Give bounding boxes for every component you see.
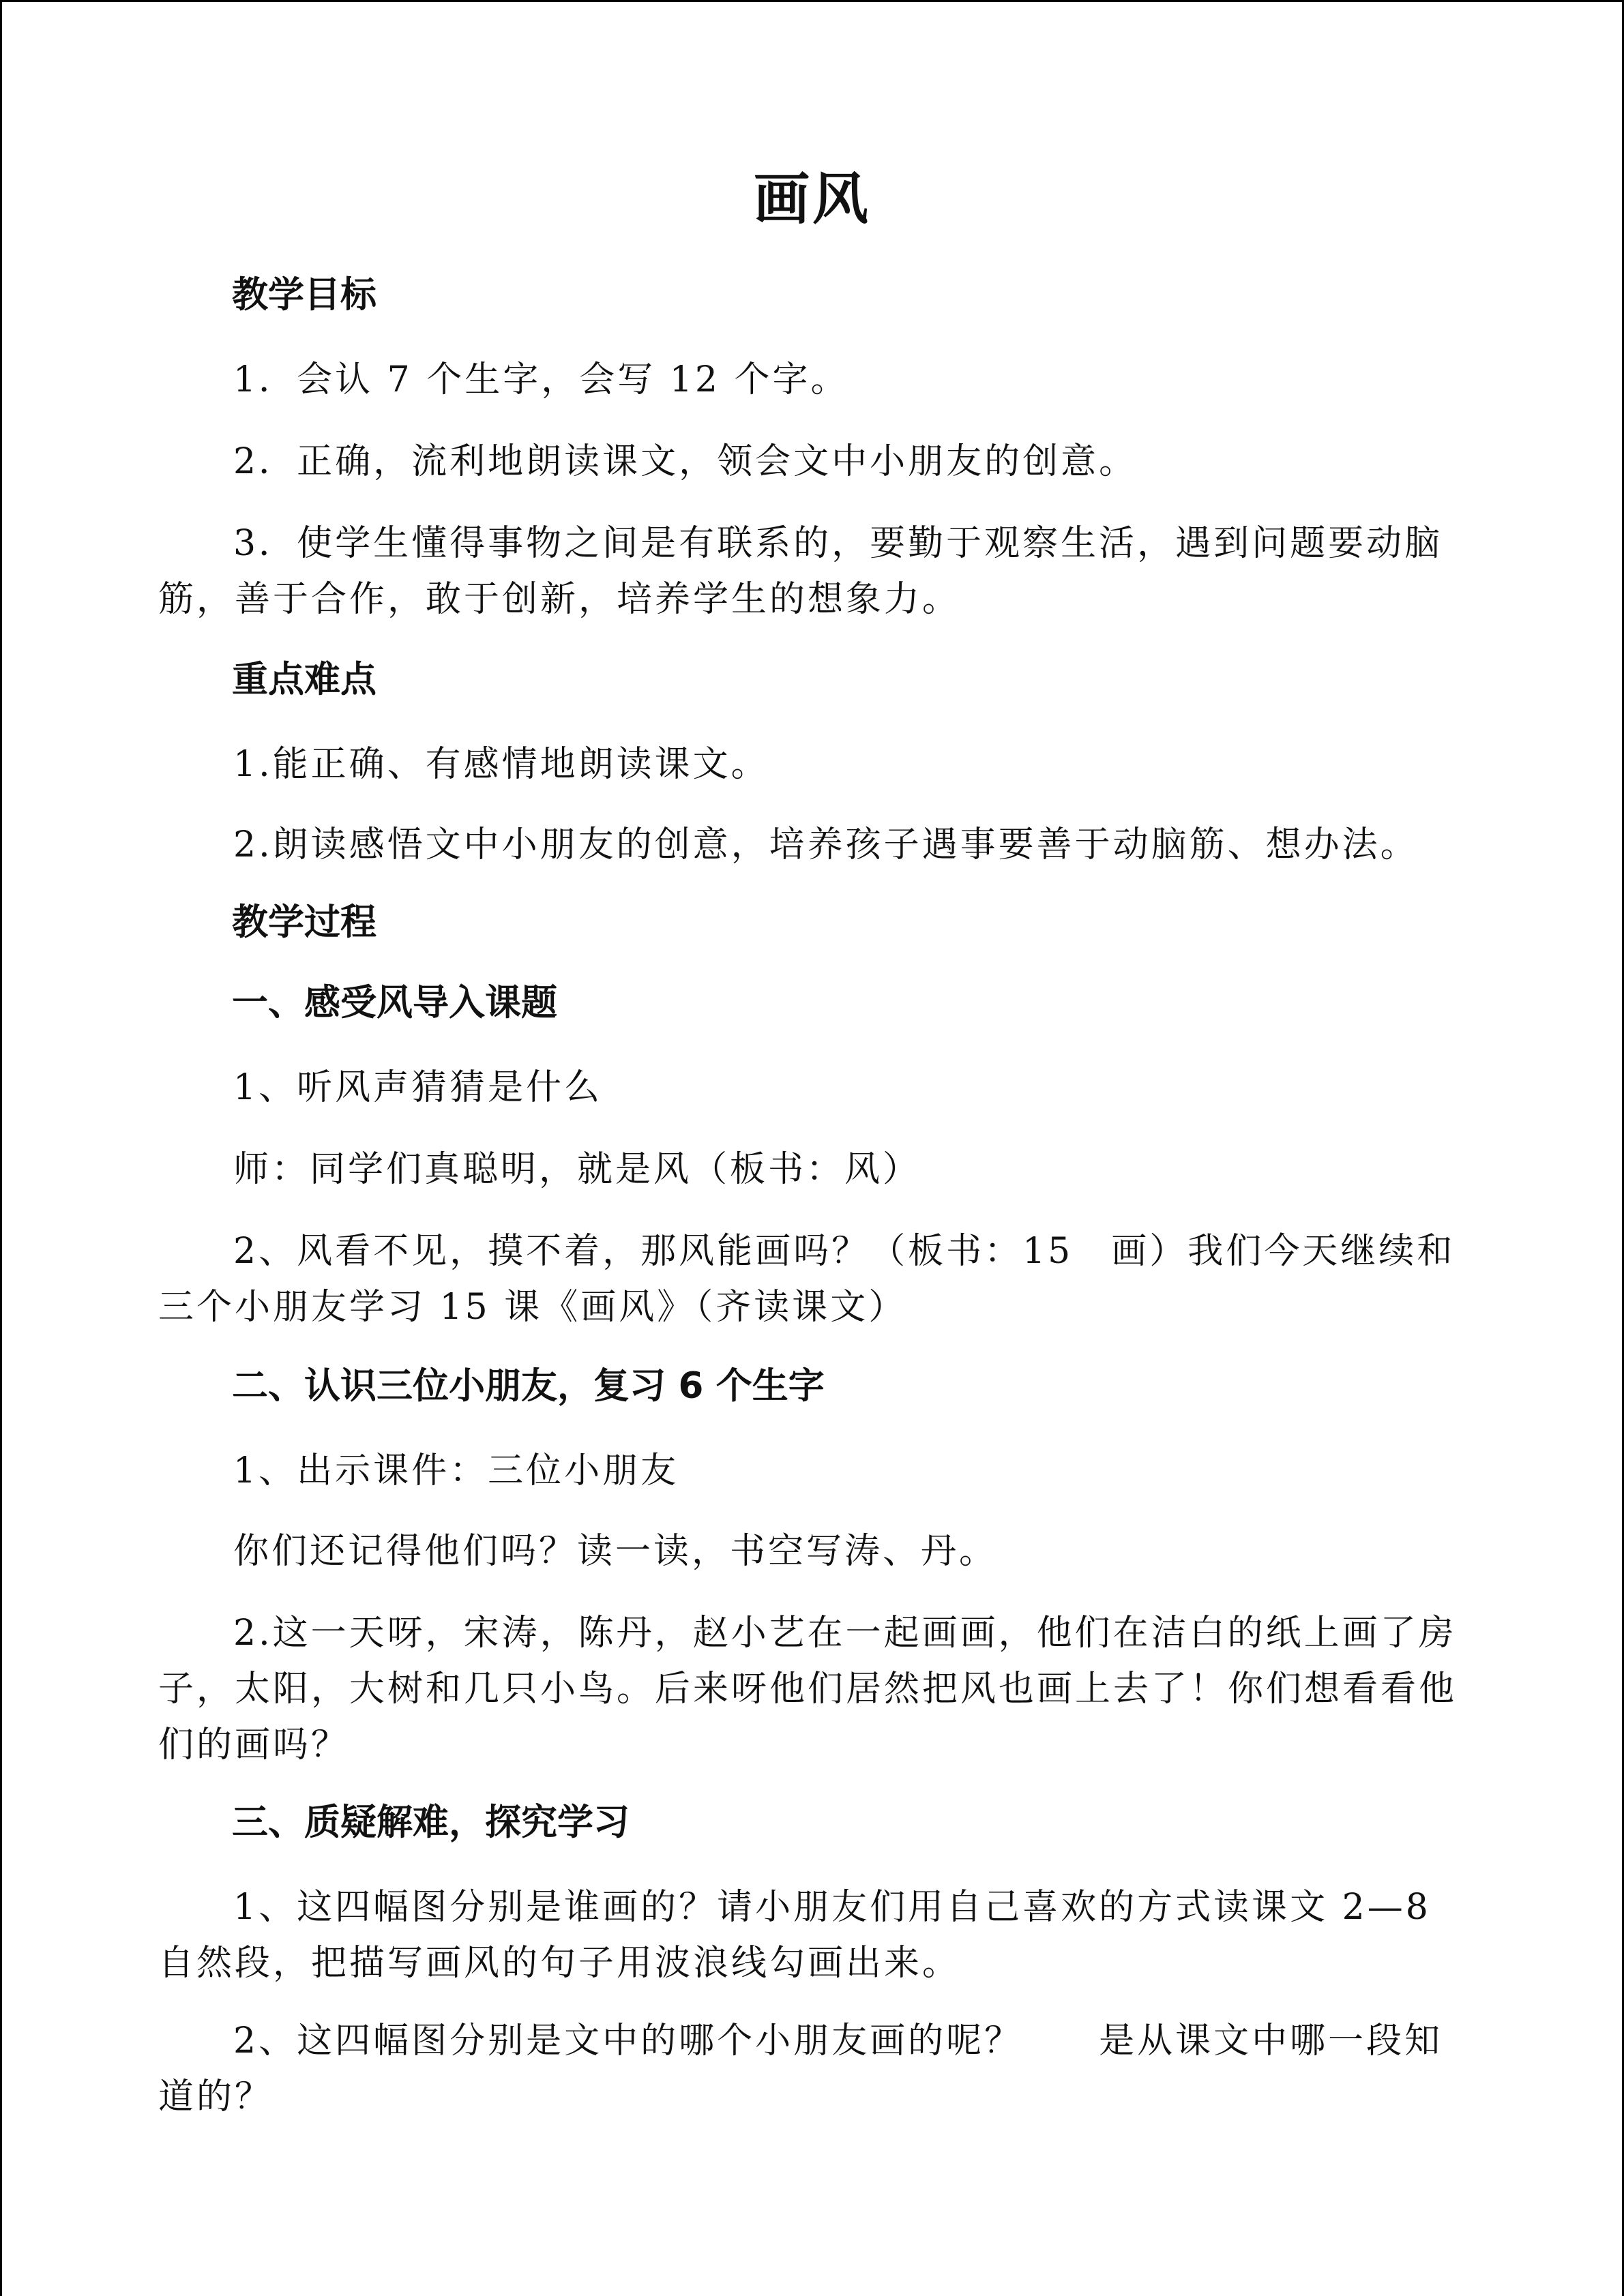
part3-item-2: 2、这四幅图分别是文中的哪个小朋友画的呢？ 是从课文中哪一段知道的？: [158, 2021, 1443, 2117]
part1-item-3: 2、风看不见，摸不着，那风能画吗？（板书：15 画）我们今天继续和三个小朋友学习 15 课《画风》（齐读课文）: [158, 1231, 1456, 1328]
goal-item-2: 2．正确，流利地朗读课文，领会文中小朋友的创意。: [233, 441, 1138, 482]
part2-item-1: 1、出示课件：三位小朋友: [233, 1450, 679, 1491]
heading-part1: 一、感受风导入课题: [232, 982, 557, 1024]
goal-item-3: 3．使学生懂得事物之间是有联系的，要勤于观察生活，遇到问题要动脑筋，善于合作，敢于创新，培养学生的想象力。: [158, 523, 1443, 620]
page-title: 画风: [753, 167, 871, 232]
heading-part2: 二、认识三位小朋友，复习 6 个生字: [232, 1365, 825, 1407]
part1-item-1: 1、听风声猜猜是什么: [233, 1067, 603, 1108]
heading-key-points: 重点难点: [232, 659, 377, 700]
heading-process: 教学过程: [232, 901, 377, 943]
key-point-2: 2.朗读感悟文中小朋友的创意，培养孩子遇事要善于动脑筋、想办法。: [233, 824, 1419, 865]
part2-item-2: 你们还记得他们吗？读一读，书空写涛、丹。: [233, 1531, 998, 1572]
key-point-1: 1.能正确、有感情地朗读课文。: [233, 744, 769, 785]
goal-item-1: 1．会认 7 个生字，会写 12 个字。: [233, 359, 849, 400]
heading-part3: 三、质疑解难，探究学习: [232, 1802, 630, 1843]
heading-goals: 教学目标: [232, 274, 377, 316]
part1-item-2: 师：同学们真聪明，就是风（板书：风）: [233, 1149, 921, 1190]
part3-item-1: 1、这四幅图分别是谁画的？请小朋友们用自己喜欢的方式读课文 2—8 自然段，把描写画风的句子用波浪线勾画出来。: [158, 1887, 1431, 1984]
part2-item-3: 2.这一天呀，宋涛，陈丹，赵小艺在一起画画，他们在洁白的纸上画了房子，太阳，大树和几只小鸟。后来呀他们居然把风也画上去了！你们想看看他们的画吗？: [158, 1613, 1458, 1765]
